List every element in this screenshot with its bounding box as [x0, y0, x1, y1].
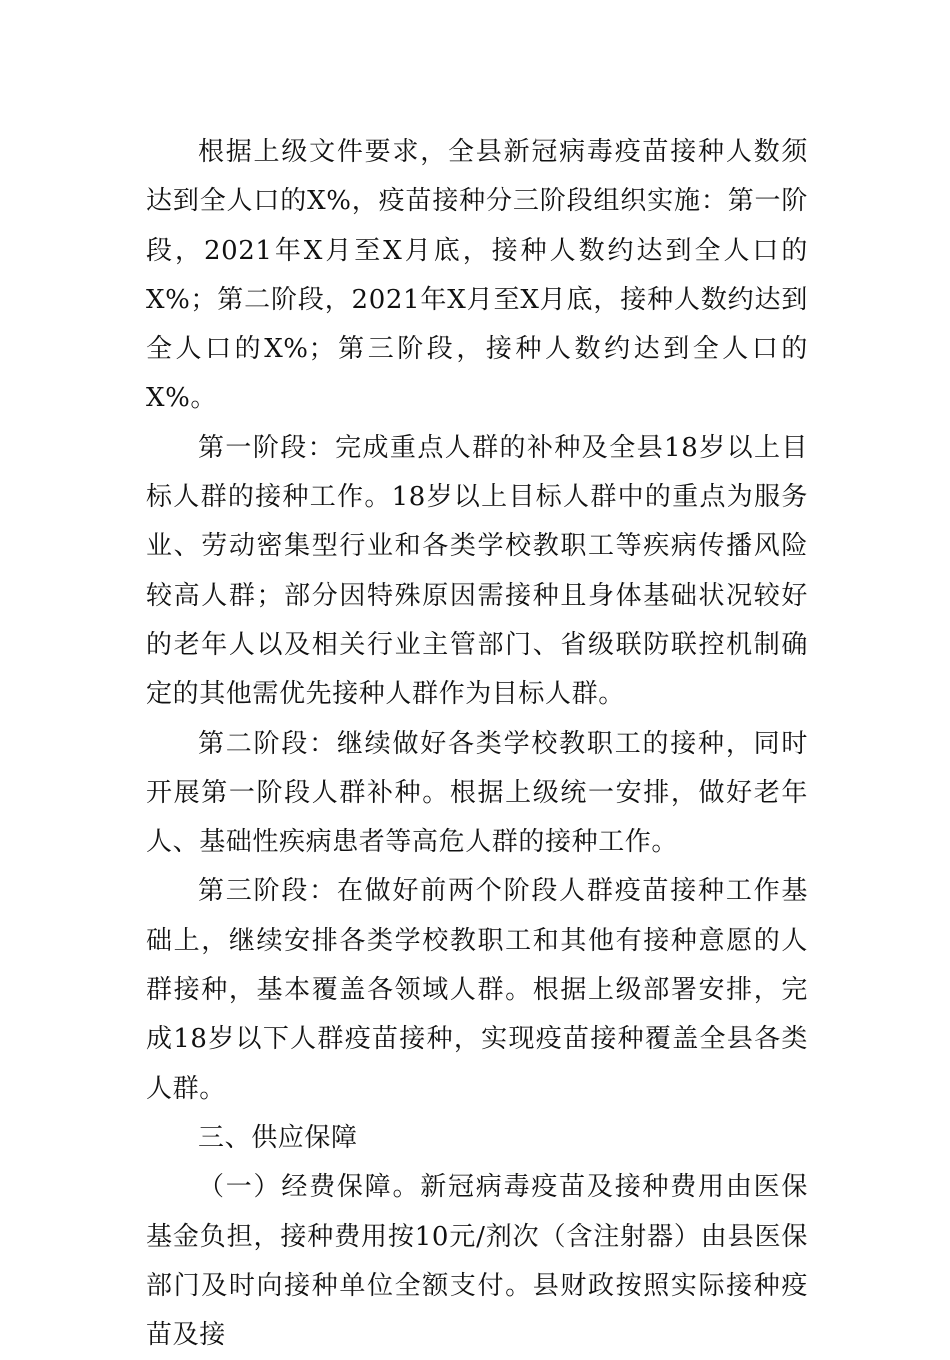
- paragraph-funding-guarantee: （一）经费保障。新冠病毒疫苗及接种费用由医保基金负担，接种费用按10元/剂次（含注射器）由县医保部门及时向接种单位全额支付。县财政按照实际接种疫苗及接: [146, 1172, 808, 1351]
- paragraph-phase-two: 第二阶段：继续做好各类学校教职工的接种，同时开展第一阶段人群补种。根据上级统一安排，做好老年人、基础性疾病患者等高危人群的接种工作。: [146, 728, 808, 858]
- paragraph-vaccination-targets: 根据上级文件要求，全县新冠病毒疫苗接种人数须达到全人口的X%，疫苗接种分三阶段组织实施：第一阶段，2021年X月至X月底，接种人数约达到全人口的X%；第二阶段，2021年X月至X月底，接种人数约达到全人口的X%；第三阶段，接种人数约达到全人口的X%。: [146, 137, 808, 414]
- document-body: [146, 128, 808, 1360]
- section-heading-supply-guarantee: 三、供应保障: [198, 1122, 358, 1153]
- paragraph-phase-one: 第一阶段：完成重点人群的补种及全县18岁以上目标人群的接种工作。18岁以上目标人群中的重点为服务业、劳动密集型行业和各类学校教职工等疾病传播风险较高人群；部分因特殊原因需接种且身体基础状况较好的老年人以及相关行业主管部门、省级联防联控机制确定的其他需优先接种人群作为目标人群。: [146, 432, 808, 710]
- paragraph-phase-three: 第三阶段：在做好前两个阶段人群疫苗接种工作基础上，继续安排各类学校教职工和其他有接种意愿的人群接种，基本覆盖各领域人群。根据上级部署安排，完成18岁以下人群疫苗接种，实现疫苗接种覆盖全县各类人群。: [146, 876, 808, 1104]
